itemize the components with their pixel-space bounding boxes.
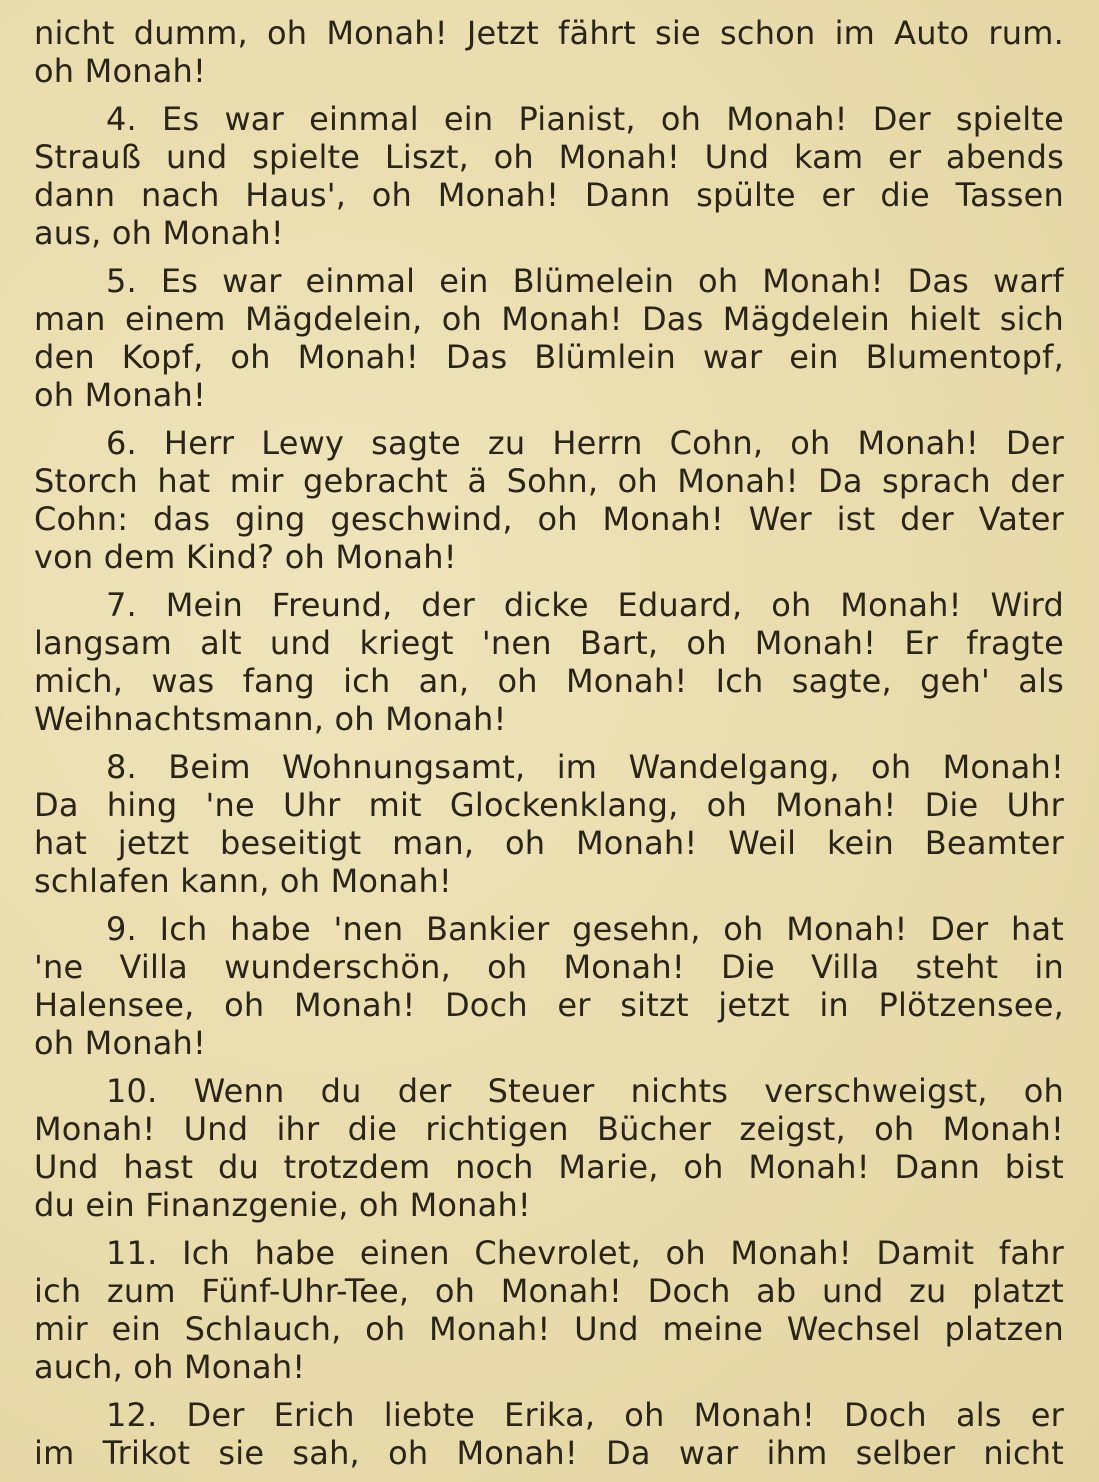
text-line: Da hing 'ne Uhr mit Glockenklang, oh Monah! Die Uhr (34, 786, 1064, 824)
text-line: langsam alt und kriegt 'nen Bart, oh Monah! Er fragte (34, 624, 1064, 662)
text-line: oh Monah! (34, 52, 207, 90)
text-line: hat jetzt beseitigt man, oh Monah! Weil kein Beamter (34, 824, 1064, 862)
text-line: im Trikot sie sah, oh Monah! Da war ihm selber nicht (34, 1434, 1064, 1472)
stanza-first-line: 8. Beim Wohnungsamt, im Wandelgang, oh Monah! (106, 748, 1064, 786)
stanza-5 (34, 262, 1064, 414)
stanza-6 (34, 424, 1064, 576)
stanza-9 (34, 910, 1064, 1062)
stanza-12 (34, 1396, 1064, 1472)
stanza-first-line: 5. Es war einmal ein Blümelein oh Monah! Das warf (106, 262, 1064, 300)
text-line: Weihnachtsmann, oh Monah! (34, 700, 507, 738)
song-text-page (34, 14, 1064, 1472)
text-line: ich zum Fünf-Uhr-Tee, oh Monah! Doch ab und zu platzt (34, 1272, 1064, 1310)
text-line: von dem Kind? oh Monah! (34, 538, 457, 576)
stanza-first-line: 6. Herr Lewy sagte zu Herrn Cohn, oh Monah! Der (106, 424, 1064, 462)
text-line: mich, was fang ich an, oh Monah! Ich sagte, geh' als (34, 662, 1064, 700)
text-line: mir ein Schlauch, oh Monah! Und meine Wechsel platzen (34, 1310, 1064, 1348)
text-line: oh Monah! (34, 1024, 207, 1062)
text-line: Storch hat mir gebracht ä Sohn, oh Monah! Da sprach der (34, 462, 1064, 500)
text-line: auch, oh Monah! (34, 1348, 306, 1386)
text-line: aus, oh Monah! (34, 214, 284, 252)
text-line: Und hast du trotzdem noch Marie, oh Monah! Dann bist (34, 1148, 1064, 1186)
text-line: oh Monah! (34, 376, 207, 414)
text-line: du ein Finanzgenie, oh Monah! (34, 1186, 531, 1224)
stanza-first-line: 10. Wenn du der Steuer nichts verschweigst, oh (106, 1072, 1064, 1110)
stanza-first-line: 9. Ich habe 'nen Bankier gesehn, oh Monah! Der hat (106, 910, 1064, 948)
text-line: nicht dumm, oh Monah! Jetzt fährt sie schon im Auto rum. (34, 14, 1064, 52)
text-line: Halensee, oh Monah! Doch er sitzt jetzt in Plötzensee, (34, 986, 1064, 1024)
text-line: Monah! Und ihr die richtigen Bücher zeigst, oh Monah! (34, 1110, 1064, 1148)
text-line: schlafen kann, oh Monah! (34, 862, 452, 900)
stanza-first-line: 7. Mein Freund, der dicke Eduard, oh Monah! Wird (106, 586, 1064, 624)
stanza-4 (34, 100, 1064, 252)
text-line: dann nach Haus', oh Monah! Dann spülte er die Tassen (34, 176, 1064, 214)
text-line: den Kopf, oh Monah! Das Blümlein war ein Blumentopf, (34, 338, 1064, 376)
stanza-11 (34, 1234, 1064, 1386)
stanza-continuation (34, 14, 1064, 90)
stanza-10 (34, 1072, 1064, 1224)
text-line: Strauß und spielte Liszt, oh Monah! Und kam er abends (34, 138, 1064, 176)
stanza-first-line: 12. Der Erich liebte Erika, oh Monah! Doch als er (106, 1396, 1064, 1434)
stanza-first-line: 4. Es war einmal ein Pianist, oh Monah! Der spielte (106, 100, 1064, 138)
text-line: Cohn: das ging geschwind, oh Monah! Wer ist der Vater (34, 500, 1064, 538)
stanza-8 (34, 748, 1064, 900)
text-line: man einem Mägdelein, oh Monah! Das Mägdelein hielt sich (34, 300, 1064, 338)
stanza-first-line: 11. Ich habe einen Chevrolet, oh Monah! Damit fahr (106, 1234, 1064, 1272)
text-line: 'ne Villa wunderschön, oh Monah! Die Villa steht in (34, 948, 1064, 986)
stanza-7 (34, 586, 1064, 738)
